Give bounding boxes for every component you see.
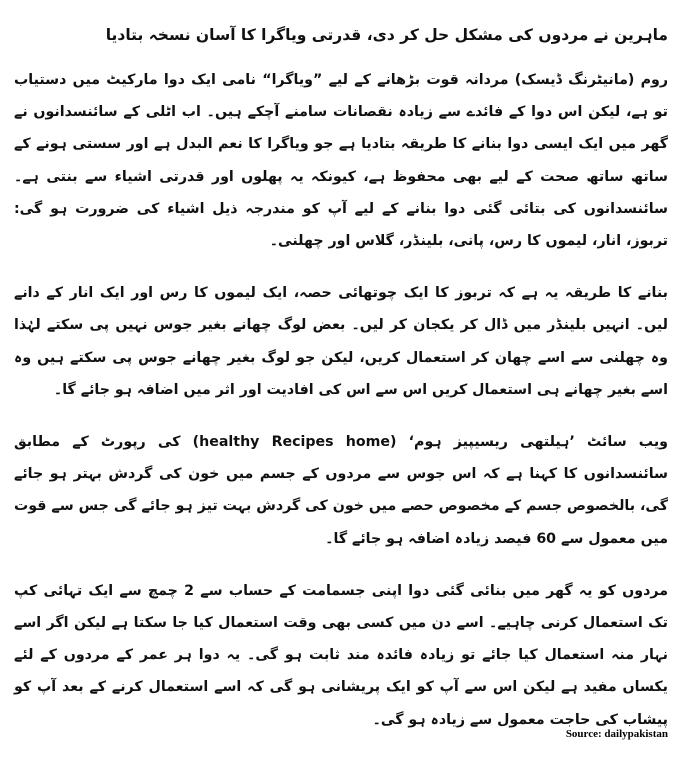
- article-paragraph-4: مردوں کو یہ گھر میں بنائی گئی دوا اپنی جسمامت کے حساب سے 2 چمچ سے ایک تہائی کپ تک استعمال کرنی چاہیے۔ اسے دن میں کسی بھی وقت استعمال کیا جا سکتا ہے لیکن اگر اسے نہار منہ استعمال کیا جائے تو زیادہ فائدہ مند ثابت ہو گی۔ یہ دوا ہر عمر کے مردوں کے لئے یکساں مفید ہے لیکن اس سے آپ کو ایک پریشانی ہو گی کہ اسے استعمال کرنے کے بعد آپ کو پیشاب کی حاجت معمول سے زیادہ ہو گی۔: [14, 582, 668, 728]
- source-credit: Source: dailypakistan: [565, 728, 668, 740]
- article-paragraph-1: روم (مانیٹرنگ ڈیسک) مردانہ قوت بڑھانے کے لیے ”ویاگرا“ نامی ایک دوا مارکیٹ میں دستیاب تو ہے، لیکن اس دوا کے فائدے سے زیادہ نقصانات سامنے آچکے ہیں۔ اب اٹلی کے سائنسدانوں نے گھر میں ایک ایسی دوا بنانے کا طریقہ بتادیا ہے جو ویاگرا کا نعم البدل ہے اور سستی ہونے کے ساتھ ساتھ صحت کے لیے بھی محفوظ ہے، کیونکہ یہ پھلوں اور قدرتی اشیاء سے بنتی ہے۔ سائنسدانوں کی بتائی گئی دوا بنانے کے لیے آپ کو مندرجہ ذیل اشیاء کی ضرورت ہو گی: تربوز، انار، لیموں کا رس، پانی، بلینڈر، گلاس اور چھلنی۔: [14, 72, 668, 250]
- article-paragraph-3: ویب سائٹ ’ہیلتھی ریسیپیز ہوم‘ (healthy Recipes home) کی رپورٹ کے مطابق سائنسدانوں کا کہنا ہے کہ اس جوس سے مردوں کے جسم میں خون کی گردش بہتر ہو جائے گی، بالخصوص جسم کے مخصوص حصے میں خون کی گردش بہت تیز ہو جائے گی جس سے قوت میں معمول سے 60 فیصد زیادہ اضافہ ہو جائے گا۔: [14, 434, 668, 547]
- article-paragraph-2: بنانے کا طریقہ یہ ہے کہ تربوز کا ایک چوتھائی حصہ، ایک لیموں کا رس اور ایک انار کے دانے لیں۔ انہیں بلینڈر میں ڈال کر یکجان کر لیں۔ بعض لوگ چھانے بغیر جوس نہیں پی سکتے لہٰذا وہ چھلنی سے اسے چھان کر استعمال کریں، لیکن جو لوگ بغیر چھانے جوس پی سکتے ہیں وہ اسے بغیر چھانے ہی استعمال کریں اس سے اس کی افادیت اور اثر میں اضافہ ہو جائے گا۔: [14, 285, 668, 398]
- article-headline: ماہرین نے مردوں کی مشکل حل کر دی، قدرتی ویاگرا کا آسان نسخہ بتادیا: [105, 26, 668, 44]
